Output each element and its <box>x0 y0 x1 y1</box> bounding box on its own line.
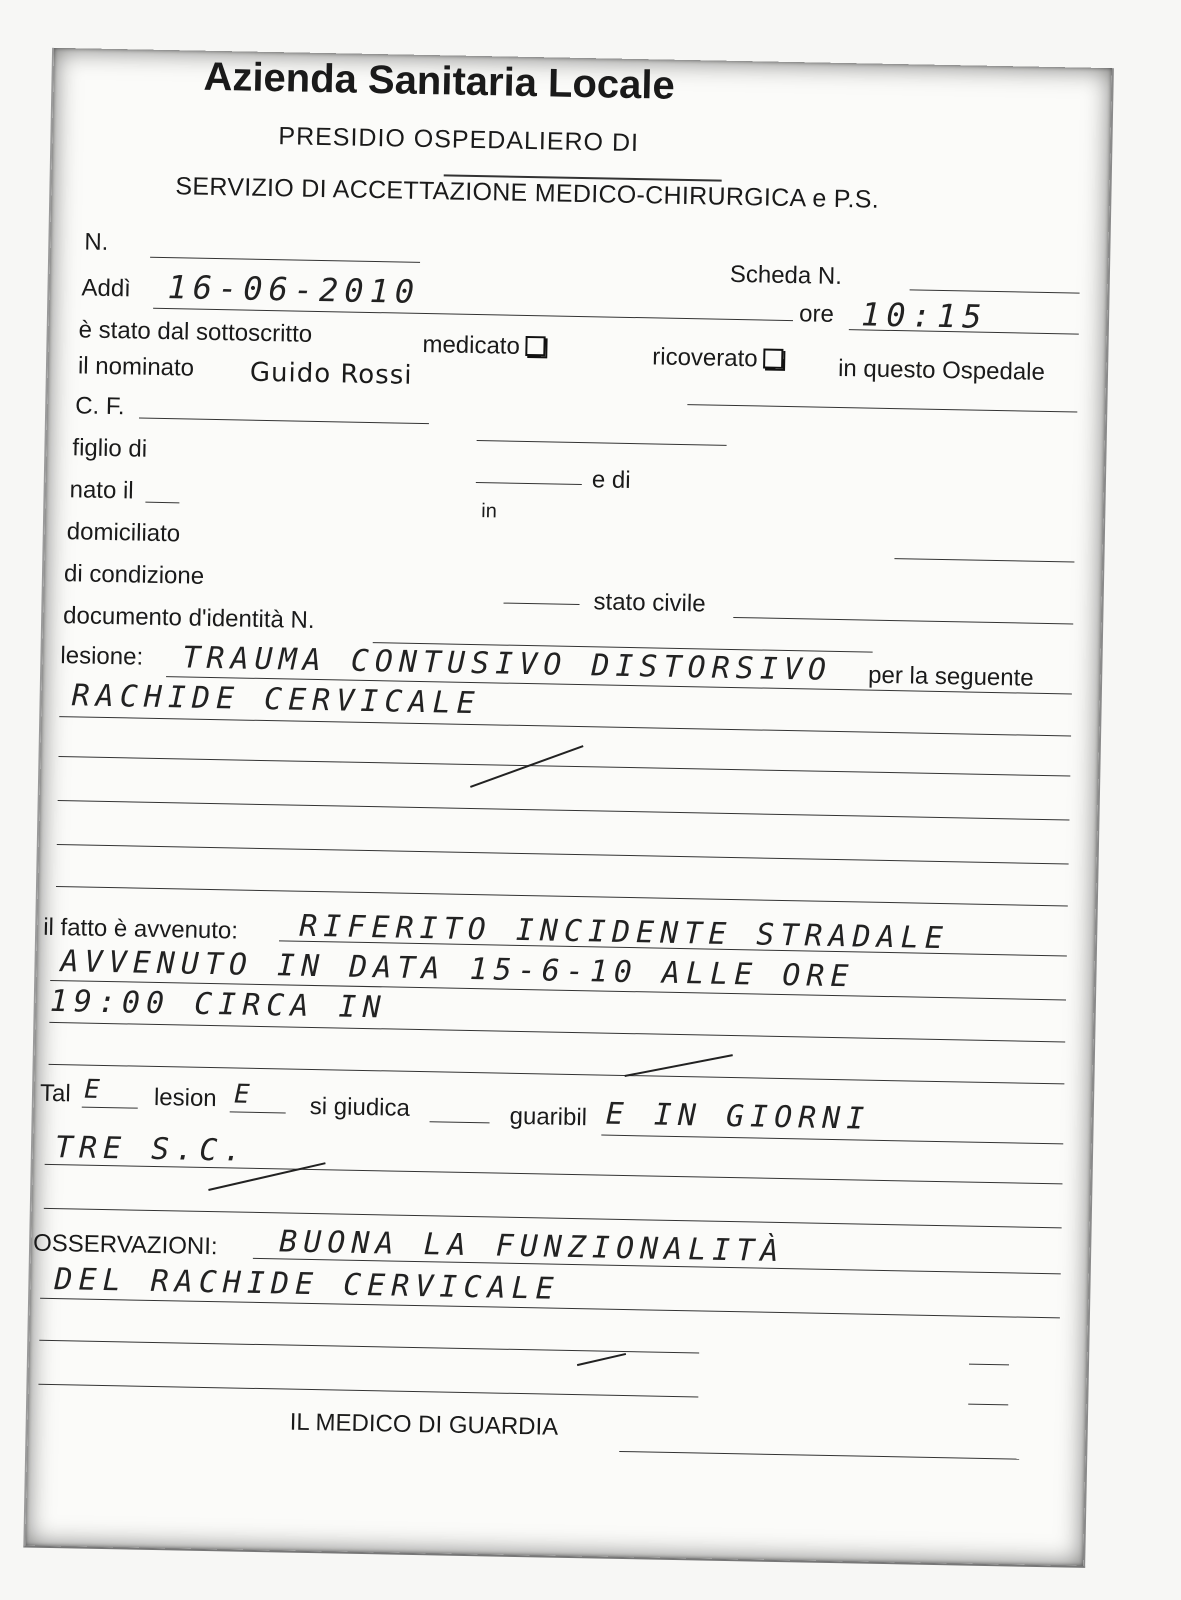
blank-line-4 <box>56 886 1068 906</box>
field-tal-line <box>82 1107 138 1109</box>
field-giudica-line <box>430 1121 490 1123</box>
field-signature-line <box>619 1451 1019 1460</box>
lesione-line-1: TRAUMA CONTUSIVO DISTORSIVO <box>182 640 833 688</box>
label-medico-di-guardia: IL MEDICO DI GUARDIA <box>289 1408 559 1441</box>
label-nominato: il nominato <box>77 352 195 382</box>
label-giudica: si giudica <box>309 1092 411 1122</box>
field-nominato-line <box>687 404 1077 412</box>
blank-line-8 <box>38 1384 698 1398</box>
label-osservazioni: OSSERVAZIONI: <box>32 1229 218 1261</box>
blank-line-5 <box>49 1064 1065 1085</box>
field-n-line <box>150 257 420 263</box>
label-lesione: lesione: <box>60 642 144 671</box>
label-domicilio: domiciliato <box>66 518 181 548</box>
field-lesion-line <box>230 1111 286 1113</box>
label-per-la-seguente: per la seguente <box>867 661 1034 692</box>
osservazioni-line-2: DEL RACHIDE CERVICALE <box>54 1262 560 1307</box>
patient-name-value: Guido Rossi <box>249 357 413 391</box>
field-figlio-line <box>476 482 582 485</box>
document-title: Azienda Sanitaria Locale <box>203 54 676 108</box>
field-fatto-line-3 <box>49 1022 1065 1043</box>
label-cf: C. F. <box>74 392 125 421</box>
label-nato: nato il <box>69 476 134 505</box>
field-stato-civile-line <box>733 617 1073 625</box>
label-scheda: Scheda N. <box>729 260 843 291</box>
field-scheda-line <box>910 289 1080 293</box>
fatto-line-2: AVVENUTO IN DATA 15-6-10 ALLE ORE <box>60 944 855 995</box>
label-stato-civile: stato civile <box>593 588 706 618</box>
label-fatto: il fatto è avvenuto: <box>42 913 239 945</box>
time-value: 10:15 <box>860 295 988 336</box>
medicato-label: medicato <box>422 330 521 360</box>
lesione-line-2: RACHIDE CERVICALE <box>71 678 481 722</box>
field-lesione-line-2 <box>59 716 1071 736</box>
field-guaribil-line-2 <box>45 1164 1063 1185</box>
tal-suffix-value: E <box>83 1074 107 1106</box>
label-guaribil: guaribil <box>509 1102 588 1132</box>
label-ospedale: in questo Ospedale <box>837 354 1046 386</box>
field-guaribil-line <box>601 1135 1063 1145</box>
ricoverato-label: ricoverato <box>652 343 758 373</box>
fatto-line-3: 19:00 CIRCA IN <box>49 983 387 1026</box>
label-edi: e di <box>591 466 631 494</box>
certificate-sheet <box>23 48 1114 1568</box>
field-condizione-line <box>504 603 580 605</box>
service-heading: SERVIZIO DI ACCETTAZIONE MEDICO-CHIRURGICA e P.S. <box>175 172 880 214</box>
blank-line-9 <box>969 1364 1009 1366</box>
label-stato: è stato dal sottoscritto <box>78 316 313 348</box>
label-addi: Addì <box>81 274 132 303</box>
guaribil-suffix-value: E IN GIORNI <box>605 1096 871 1137</box>
blank-line-3 <box>57 844 1069 864</box>
ricoverato-option[interactable] <box>652 343 784 374</box>
fatto-line-1: RIFERITO INCIDENTE STRADALE <box>298 908 950 957</box>
label-documento: documento d'identità N. <box>62 602 315 634</box>
label-ore: ore <box>798 300 835 328</box>
label-tal: Tal <box>39 1079 71 1108</box>
field-cf-line-right <box>477 440 727 446</box>
blank-line-10 <box>968 1404 1008 1406</box>
blank-line-2 <box>58 800 1070 820</box>
field-domicilio-line <box>894 558 1074 562</box>
field-nato-line <box>145 502 179 504</box>
field-cf-line-left <box>139 418 429 425</box>
strike-mark-2 <box>624 1054 732 1077</box>
blank-line-6 <box>44 1208 1062 1229</box>
label-n: N. <box>84 228 109 256</box>
medicato-option[interactable] <box>422 331 546 361</box>
document-subtitle: PRESIDIO OSPEDALIERO DI <box>278 122 640 158</box>
blank-line-7 <box>39 1340 699 1354</box>
guaribil-line-2: TRE S.C. <box>54 1130 248 1169</box>
label-in: in <box>481 500 498 523</box>
osservazioni-line-1: BUONA LA FUNZIONALITÀ <box>278 1224 785 1270</box>
medicato-checkbox[interactable] <box>526 336 546 356</box>
label-condizione: di condizione <box>63 560 205 590</box>
date-value: 16-06-2010 <box>167 268 421 311</box>
lesion-suffix-value: E <box>233 1079 256 1110</box>
ricoverato-checkbox[interactable] <box>763 349 783 369</box>
strike-mark-4 <box>577 1353 626 1366</box>
blank-line-1 <box>58 756 1070 776</box>
label-lesion: lesion <box>153 1083 217 1113</box>
label-figlio: figlio di <box>72 434 148 463</box>
